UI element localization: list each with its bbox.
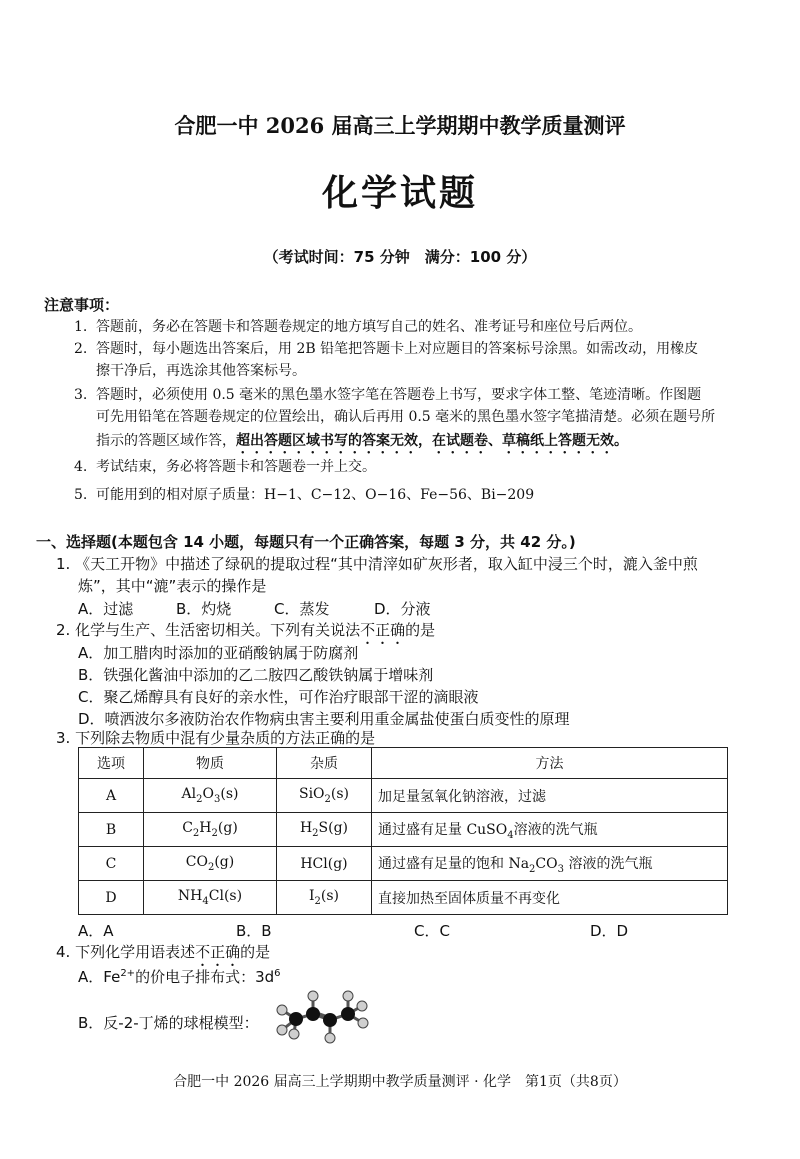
table-cell: C [79, 847, 144, 881]
table-header-row [79, 748, 728, 779]
table-cell: 通过盛有足量的饱和 $Na_2CO_3$ 溶液的洗气瓶 [372, 847, 728, 881]
q2-option-c: C．聚乙烯醇具有良好的亲水性，可作治疗眼部干涩的滴眼液 [78, 688, 479, 706]
notice-item-3: 3. 答题时，必须使用 0.5 毫米的黑色墨水签字笔在答题卷上书写，要求字体工整、笔迹清晰。作图题 [74, 387, 702, 403]
table-header: 物质 [144, 748, 277, 779]
table-header: 方法 [372, 748, 728, 779]
table-cell: SiO$_2$(s) [277, 779, 372, 813]
notice-emphasis: 超出答题区域书写的答案无效，在试题卷、草稿纸上答题无效。 [236, 433, 628, 449]
notice-heading: 注意事项： [44, 296, 120, 314]
notice-item-1: 1. 答题前，务必在答题卡和答题卷规定的地方填写自己的姓名、准考证号和座位号后两位。 [74, 319, 642, 335]
question-2: 2. 化学与生产、生活密切相关。下列有关说法不正确的是 [56, 621, 436, 639]
question-1-cont: 炼”，其中“漉”表示的操作是 [78, 577, 267, 595]
table-cell: 通过盛有足量 CuSO$_4$溶液的洗气瓶 [372, 813, 728, 847]
table-cell: A [79, 779, 144, 813]
subject-title: 化学试题 [321, 172, 478, 214]
q3-option-c: C．C [414, 922, 450, 940]
table-cell: D [79, 881, 144, 915]
table-cell: $H_2S(g)$ [277, 813, 372, 847]
q2-option-b: B．铁强化酱油中添加的乙二胺四乙酸铁钠属于增味剂 [78, 666, 434, 684]
notice-item-4: 4. 考试结束，务必将答题卡和答题卷一并上交。 [74, 459, 376, 475]
table-cell: 加足量氢氧化钠溶液，过滤 [372, 779, 728, 813]
q3-option-d: D．D [590, 922, 629, 940]
q2-option-d: D．喷洒波尔多液防治农作物病虫害主要利用重金属盐使蛋白质变性的原理 [78, 710, 570, 728]
notice-item-3-cont2: 指示的答题区域作答，超出答题区域书写的答案无效，在试题卷、草稿纸上答题无效。 [96, 433, 628, 449]
table-cell: B [79, 813, 144, 847]
table-cell: $C_2H_2(g)$ [144, 813, 277, 847]
table-cell: 直接加热至固体质量不再变化 [372, 881, 728, 915]
q2-emphasis: 不正确 [360, 621, 406, 639]
exam-info: （考试时间：75 分钟 满分：100 分） [263, 248, 537, 266]
q3-table [78, 747, 728, 915]
table-cell: HCl(g) [277, 847, 372, 881]
page-footer: 合肥一中 2026 届高三上学期期中教学质量测评 · 化学 第1页（共8页） [173, 1074, 627, 1090]
q1-option-d: D．分液 [374, 600, 431, 618]
q2-option-a: A．加工腊肉时添加的亚硝酸钠属于防腐剂 [78, 644, 359, 662]
q1-option-a: A．过滤 [78, 600, 134, 618]
q3-option-a: A．A [78, 922, 114, 940]
table-row [79, 779, 728, 813]
table-header: 选项 [79, 748, 144, 779]
table-cell: $NH_4Cl(s)$ [144, 881, 277, 915]
table-cell: $I_2(s)$ [277, 881, 372, 915]
q4-option-a: A．$Fe^{2+}$的价电子排布式：$3d^6$ [78, 968, 281, 986]
question-4: 4. 下列化学用语表述不正确的是 [56, 943, 271, 961]
q3-option-b: B．B [236, 922, 272, 940]
notice-item-5: 5. 可能用到的相对原子质量：H−1、C−12、O−16、Fe−56、Bi−209 [74, 487, 535, 503]
trans-2-butene-model-icon [268, 986, 378, 1046]
notice-item-3-cont: 可先用铅笔在答题卷规定的位置绘出，确认后再用 0.5 毫米的黑色墨水签字笔描清楚。必须在题号所 [96, 409, 716, 425]
table-row [79, 881, 728, 915]
table-row [79, 813, 728, 847]
q1-option-b: B．灼烧 [176, 600, 232, 618]
q4-emphasis: 不正确 [195, 943, 241, 961]
q4-option-b: B．反-2-丁烯的球棍模型： [78, 1014, 259, 1032]
table-header: 杂质 [277, 748, 372, 779]
table-row [79, 847, 728, 881]
exam-title: 合肥一中 2026 届高三上学期期中教学质量测评 [174, 113, 626, 138]
notice-item-2-cont: 擦干净后，再选涂其他答案标号。 [96, 363, 306, 379]
question-3: 3. 下列除去物质中混有少量杂质的方法正确的是 [56, 729, 376, 747]
table-cell: $Al_2O_3(s)$ [144, 779, 277, 813]
question-1: 1. 《天工开物》中描述了绿矾的提取过程“其中清滓如矿灰形者，取入缸中浸三个时，漉入釜中煎 [56, 555, 698, 573]
notice-item-2: 2. 答题时，每小题选出答案后，用 2B 铅笔把答题卡上对应题目的答案标号涂黑。如需改动，用橡皮 [74, 341, 699, 357]
section-heading: 一、选择题(本题包含 14 小题，每题只有一个正确答案，每题 3 分，共 42 分。) [36, 533, 576, 551]
table-cell: $CO_2(g)$ [144, 847, 277, 881]
q1-option-c: C．蒸发 [274, 600, 330, 618]
